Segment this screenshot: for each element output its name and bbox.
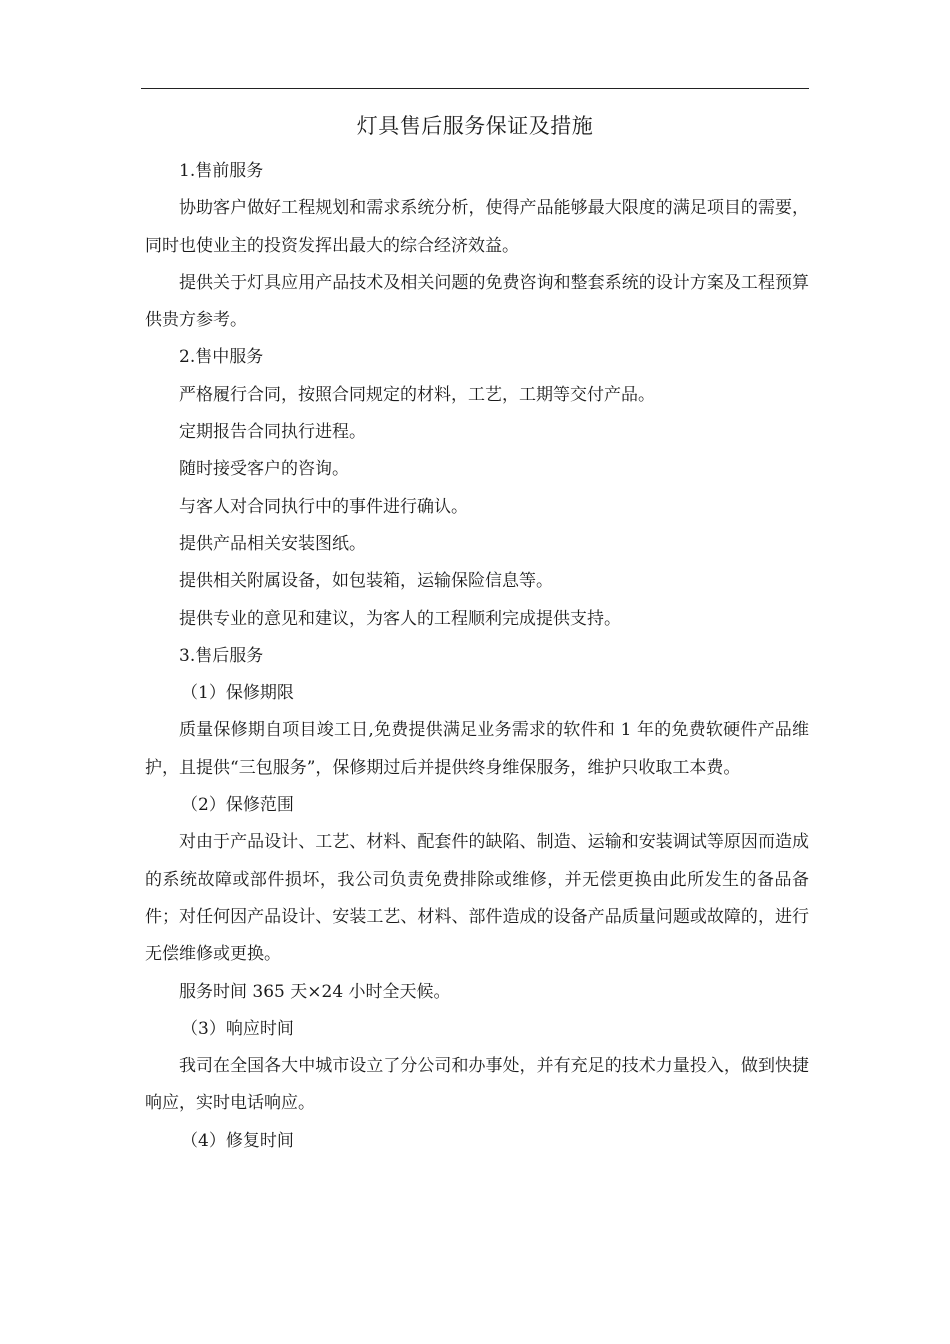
document-body	[145, 153, 809, 1160]
paragraph: 对由于产品设计、工艺、材料、配套件的缺陷、制造、运输和安装调试等原因而造成的系统故障或部件损坏，我公司负责免费排除或维修，并无偿更换由此所发生的备品备件；对任何因产品设计、安装工艺、材料、部件造成的设备产品质量问题或故障的，进行无偿维修或更换。	[145, 832, 809, 965]
paragraph: 我司在全国各大中城市设立了分公司和办事处，并有充足的技术力量投入，做到快捷响应，实时电话响应。	[145, 1056, 809, 1114]
subheading-warranty-period: （1）保修期限	[181, 683, 294, 704]
subheading-response-time: （3）响应时间	[181, 1018, 294, 1039]
paragraph: 提供关于灯具应用产品技术及相关问题的免费咨询和整套系统的设计方案及工程预算供贵方参考。	[145, 272, 809, 331]
paragraph: 协助客户做好工程规划和需求系统分析，使得产品能够最大限度的满足项目的需要，同时也使业主的投资发挥出最大的综合经济效益。	[145, 198, 809, 256]
paragraph: 提供专业的意见和建议，为客人的工程顺利完成提供支持。	[179, 608, 621, 629]
paragraph: 服务时间 365 天×24 小时全天候。	[179, 981, 451, 1002]
section-heading-presale: 1.售前服务	[179, 161, 264, 181]
paragraph: 与客人对合同执行中的事件进行确认。	[179, 496, 468, 517]
subheading-repair-time: （4）修复时间	[181, 1130, 294, 1151]
paragraph: 提供相关附属设备，如包装箱，运输保险信息等。	[179, 571, 553, 592]
paragraph: 严格履行合同，按照合同规定的材料，工艺，工期等交付产品。	[179, 384, 655, 405]
section-heading-in-sale: 2.售中服务	[179, 347, 264, 368]
paragraph: 定期报告合同执行进程。	[179, 422, 366, 443]
header-rule	[141, 88, 809, 89]
section-heading-after-sale: 3.售后服务	[179, 645, 264, 666]
paragraph: 提供产品相关安装图纸。	[179, 533, 366, 554]
subheading-warranty-scope: （2）保修范围	[181, 795, 294, 816]
paragraph: 随时接受客户的咨询。	[179, 459, 349, 480]
document-title: 灯具售后服务保证及措施	[356, 114, 594, 138]
paragraph: 质量保修期自项目竣工日,免费提供满足业务需求的软件和 1 年的免费软硬件产品维护，且提供“三包服务”，保修期过后并提供终身维保服务，维护只收取工本费。	[145, 720, 809, 778]
